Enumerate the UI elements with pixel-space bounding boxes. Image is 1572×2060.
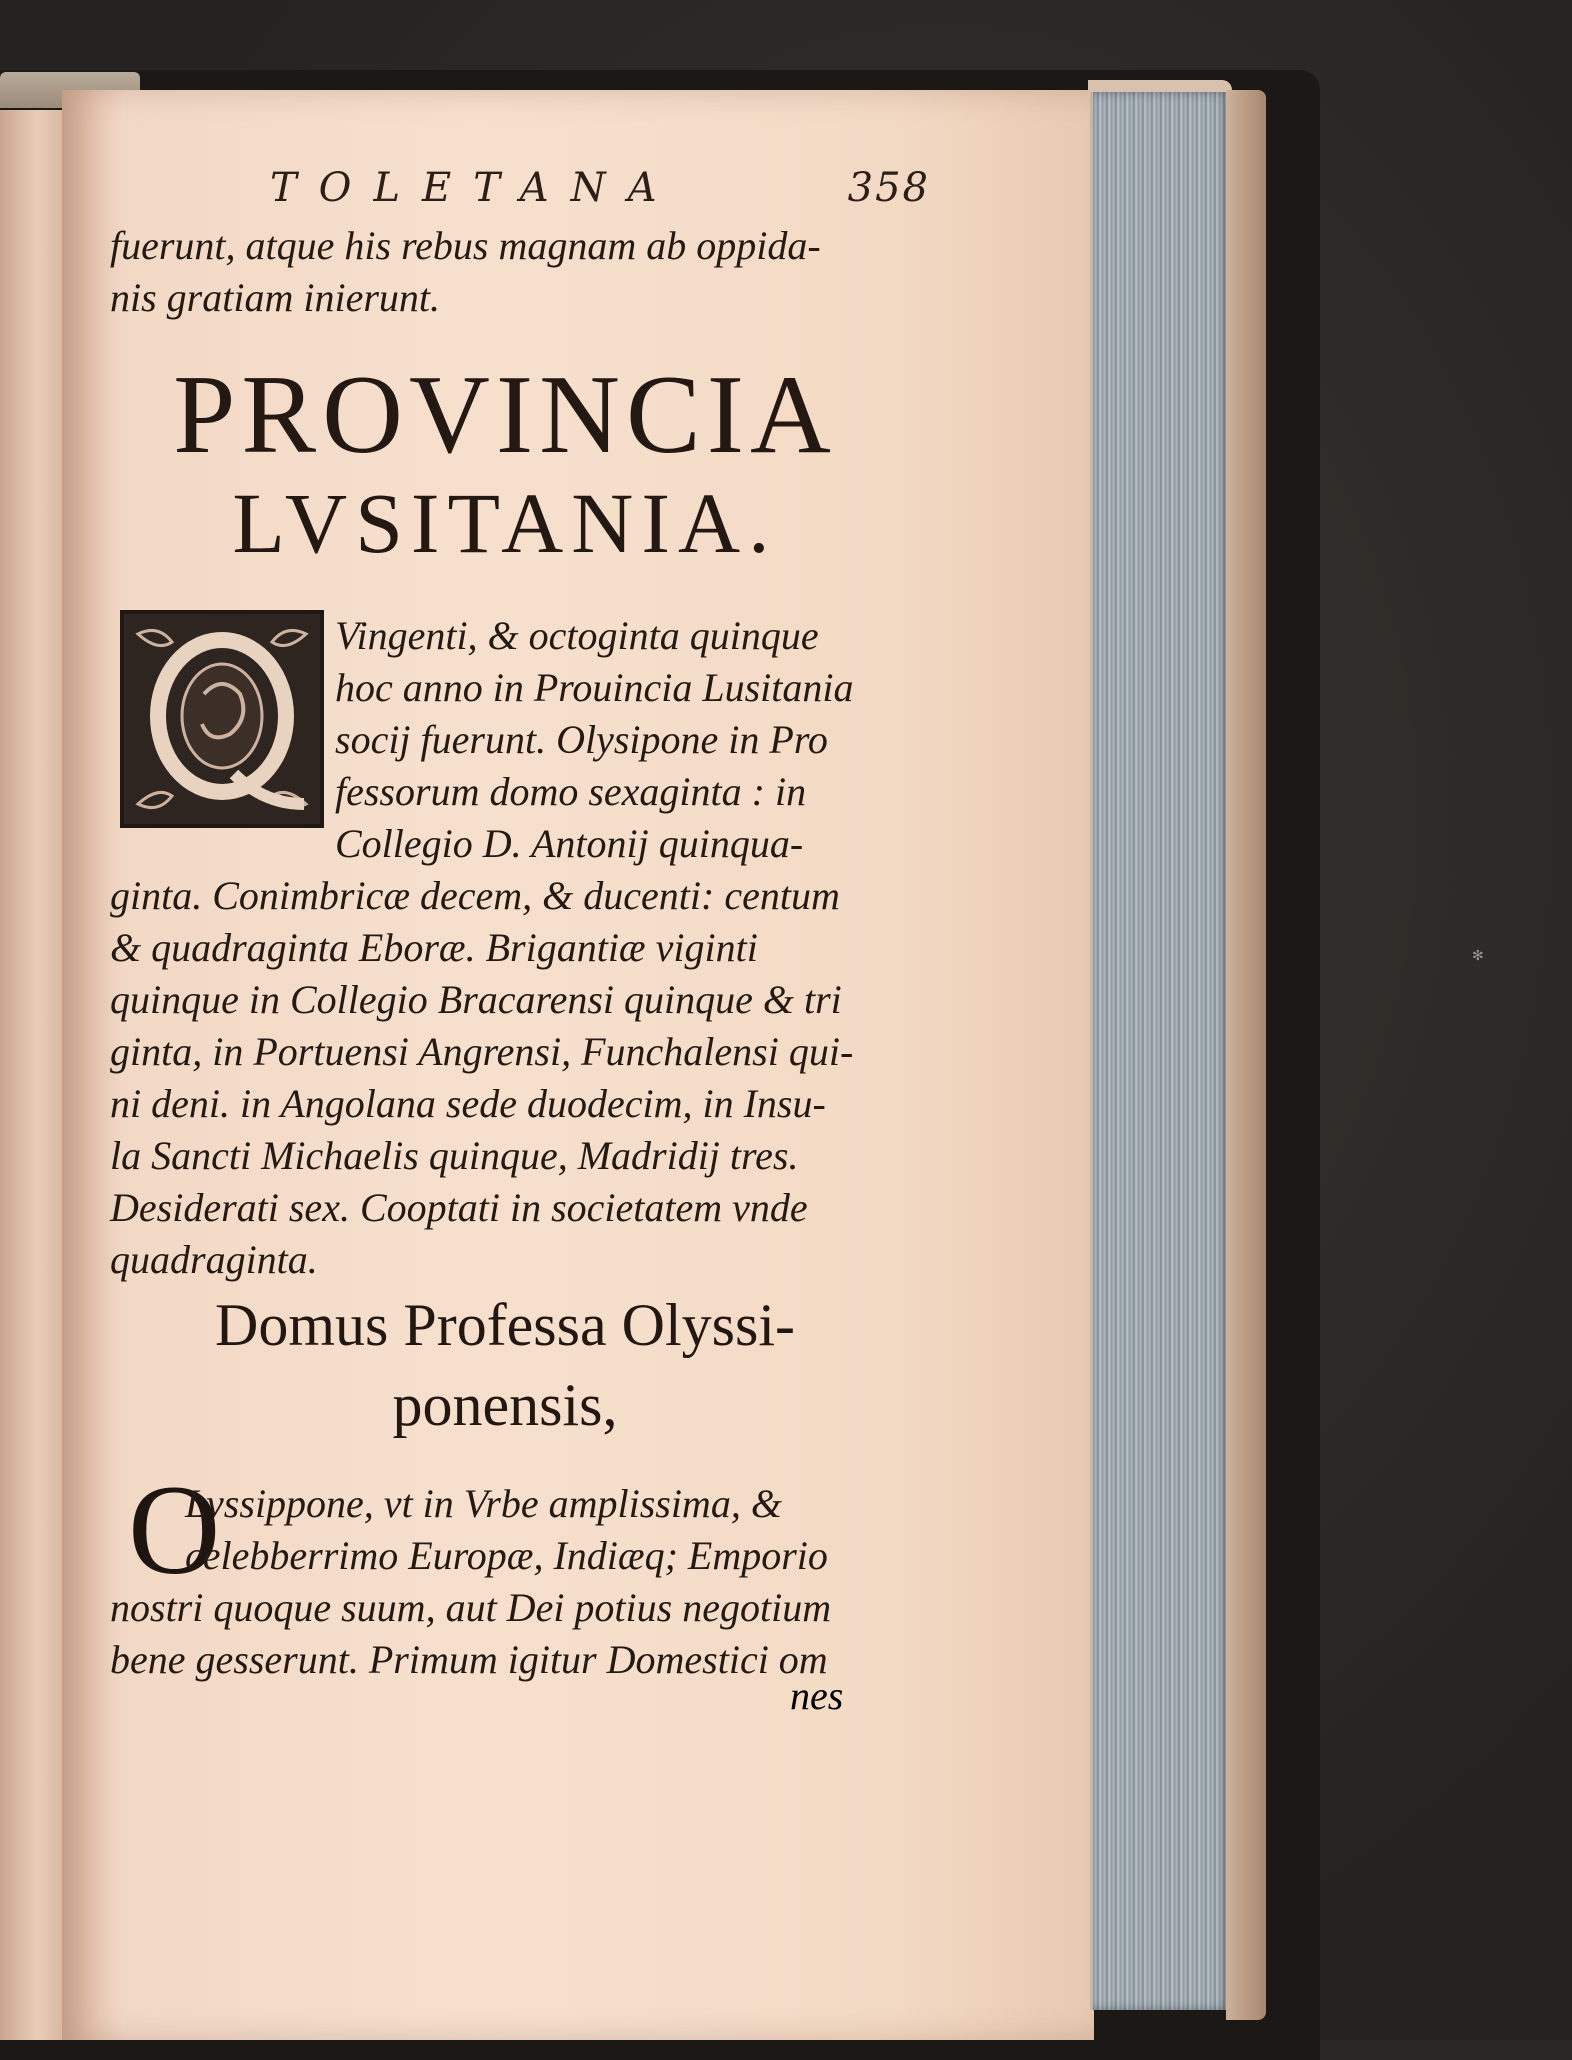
section-heading-line-1: Domus Professa Olyssi- <box>215 1292 795 1358</box>
page-block-edge <box>1090 92 1231 2010</box>
text-line: Lyssippone, vt in Vrbe amplissima, & <box>185 1481 782 1526</box>
text-line: celebberrimo Europæ, Indiæq; Emporio <box>185 1533 828 1578</box>
text-line: ginta. Conimbricæ decem, & ducenti: centum <box>110 873 840 918</box>
left-page-edge <box>0 110 64 2040</box>
continuation-text <box>110 220 930 324</box>
running-header <box>270 165 930 215</box>
text-line: Vingenti, & octoginta quinque <box>335 613 819 658</box>
running-title: TOLETANA <box>270 165 679 211</box>
text-line: ni deni. in Angolana sede duodecim, in Insu- <box>110 1081 826 1126</box>
text-line: nostri quoque suum, aut Dei potius negotium <box>110 1585 832 1630</box>
paragraph-domus <box>110 1478 930 1686</box>
text-line: hoc anno in Prouincia Lusitania <box>335 665 854 710</box>
text-line: socij fuerunt. Olysipone in Pro <box>335 717 828 762</box>
text-line: Desiderati sex. Cooptati in societatem vnde <box>110 1185 808 1230</box>
text-line: nis gratiam inierunt. <box>110 275 441 320</box>
catchword: nes <box>790 1673 844 1718</box>
section-heading-line-2: ponensis, <box>392 1372 618 1438</box>
text-line: quinque in Collegio Bracarensi quinque & tri <box>110 977 842 1022</box>
page-number: 358 <box>847 165 930 211</box>
text-line: la Sancti Michaelis quinque, Madridij tres. <box>110 1133 799 1178</box>
initial-letter-o: O <box>128 1459 221 1601</box>
text-line: & quadraginta Eboræ. Brigantiæ viginti <box>110 925 758 970</box>
text-line: bene gesserunt. Primum igitur Domestici om <box>110 1637 828 1682</box>
dust-fleck: ✻ <box>1472 948 1484 964</box>
paragraph-provincia <box>110 610 930 1286</box>
cover-right-edge <box>1226 90 1266 2020</box>
text-line: ginta, in Portuensi Angrensi, Funchalensi qui- <box>110 1029 854 1074</box>
text-line: quadraginta. <box>110 1237 318 1282</box>
text-line: fuerunt, atque his rebus magnam ab oppida- <box>110 223 821 268</box>
title-line-2: LVSITANIA. <box>232 475 778 571</box>
text-line: fessorum domo sexaginta : in <box>335 769 807 814</box>
title-line-1: PROVINCIA <box>173 353 837 477</box>
text-line: Collegio D. Antonij quinqua- <box>335 821 804 866</box>
